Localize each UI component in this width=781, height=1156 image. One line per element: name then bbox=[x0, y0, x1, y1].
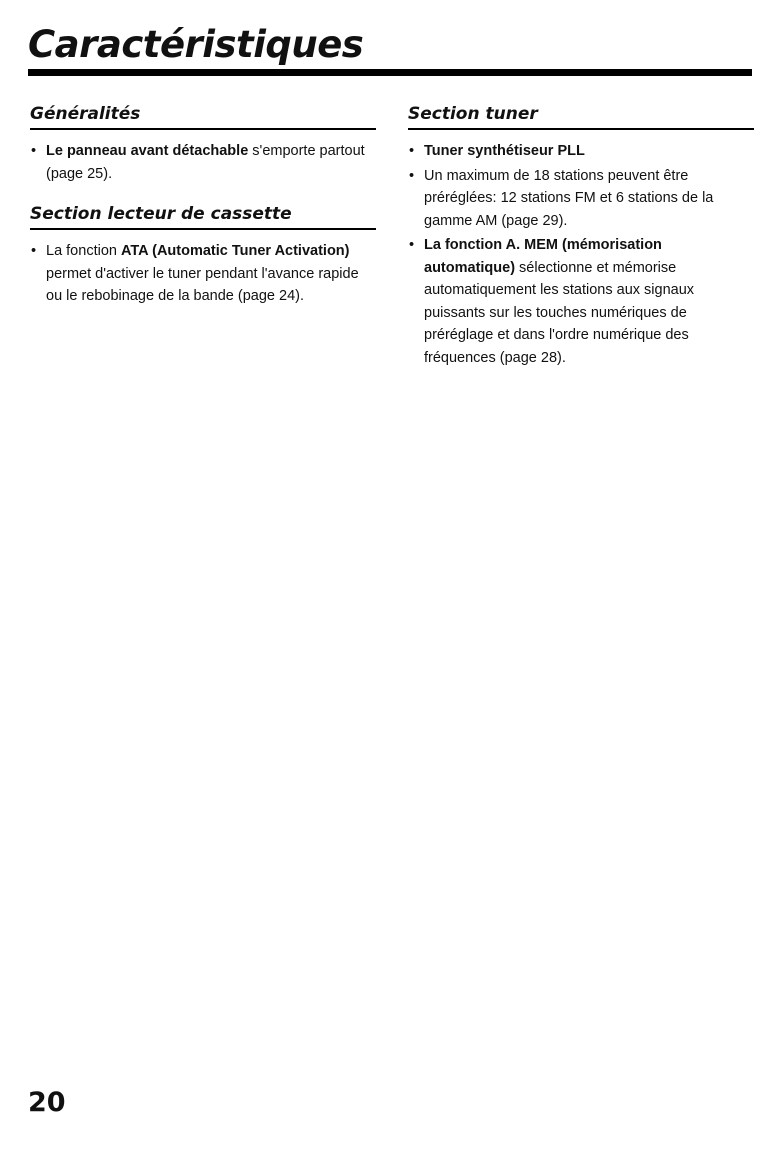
item-text: permet d'activer le tuner pendant l'avance rapide ou le rebobinage de la bande (page 24). bbox=[46, 265, 359, 304]
item-text: sélectionne et mémorise automatiquement les stations aux signaux puissants sur les touches numériques de préréglage et dans l'ordre numérique des fréquences (page 28). bbox=[424, 259, 695, 366]
list-item bbox=[30, 140, 376, 185]
title-rule bbox=[28, 69, 752, 76]
list-item bbox=[30, 240, 376, 308]
section-heading-tuner: Section tuner bbox=[408, 104, 754, 130]
item-bold-text: Tuner synthétiseur PLL bbox=[424, 143, 585, 159]
section-generalites bbox=[30, 104, 376, 185]
list-item bbox=[408, 234, 754, 369]
bullet-list-tuner bbox=[408, 140, 754, 369]
list-item bbox=[408, 140, 754, 163]
section-tuner bbox=[408, 104, 754, 369]
left-column bbox=[30, 104, 376, 327]
section-heading-generalites: Généralités bbox=[30, 104, 376, 130]
item-text: Un maximum de 18 stations peuvent être préréglées: 12 stations FM et 6 stations de la gamme AM (page 29). bbox=[424, 167, 714, 229]
bullet-list-cassette bbox=[30, 240, 376, 308]
section-heading-cassette: Section lecteur de cassette bbox=[30, 204, 376, 230]
page-number: 20 bbox=[28, 1087, 66, 1118]
item-bold-text: Le panneau avant détachable bbox=[46, 143, 249, 159]
item-text: s'emporte partout (page 25). bbox=[46, 143, 365, 182]
right-column bbox=[408, 104, 754, 388]
item-pre-text: La fonction bbox=[46, 243, 121, 259]
item-bold-text: La fonction A. MEM (mémorisation automatique) bbox=[424, 237, 662, 276]
section-cassette bbox=[30, 204, 376, 308]
page-title: Caractéristiques bbox=[28, 23, 364, 66]
bullet-list-generalites bbox=[30, 140, 376, 185]
list-item bbox=[408, 165, 754, 233]
item-bold-text: ATA (Automatic Tuner Activation) bbox=[120, 243, 350, 259]
